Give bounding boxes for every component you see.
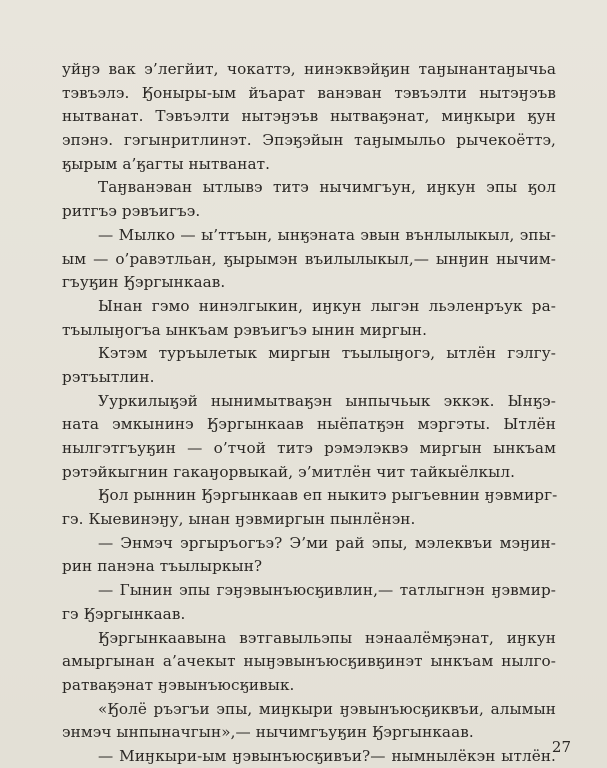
text-line: Ууркилыӄэй нынимытваӄэн ынпычьык эккэк. Ынӄэ- — [98, 391, 556, 410]
text-line: рэтъытлин. — [62, 367, 155, 386]
text-line: энмэч ынпыначгын»,— нычимгъуӄин Ӄэргынкаав. — [62, 723, 474, 742]
text-line: нытванат. Тэвъэлти нытэӈэъв нытваӄэнат, миӈкыри ӄун — [62, 107, 556, 126]
body-text — [62, 58, 556, 768]
text-line: нылгэтгъуӄин — о’тчой титэ рэмэлэквэ миргын ынкъам — [62, 439, 556, 457]
text-line: ӄырым а’ӄагты нытванат. — [62, 154, 271, 173]
text-line: Ынан гэмо нинэлгыкин, иӈкун лыгэн льэленръук ра- — [98, 296, 556, 315]
text-line: — Гынин эпы гэӈэвынъюсӄивлин,— татлыгнэн ӈэвмир- — [98, 581, 556, 600]
text-line: уйӈэ вак э’легйит, чокаттэ, нинэквэйӄин таӈынантаӈычьа — [62, 60, 556, 78]
text-line: амыргынан а’ачекыт ныӈэвынъюсӄивӄинэт ынкъам нылго- — [62, 652, 556, 671]
text-line: Ӄэргынкаавына вэтгавыльэпы нэнаалёмӄэнат, иӈкун — [98, 628, 556, 647]
text-line: гэ Ӄэргынкаав. — [62, 604, 186, 623]
text-line: гъуӄин Ӄэргынкаав. — [62, 273, 226, 292]
text-line: ната эмкынинэ Ӄэргынкаав ныёпатӄэн мэргэты. Ытлён — [62, 415, 556, 434]
text-line: Ӄол рыннин Ӄэргынкаав еп ныкитэ рыгъевнин ӈэвмирг- — [98, 486, 558, 505]
text-line: — Мылко — ы’ттъын, ынӄэната эвын вънлылыкыл, эпы- — [98, 225, 556, 244]
text-line: Кэтэм туръылетык миргын тъылыӈогэ, ытлён гэлгу- — [98, 344, 556, 363]
text-line: ым — о’равэтльан, ӄырымэн въилылыкыл,— ынӈин нычим- — [62, 249, 556, 268]
text-line: рэтэйкыгнин гакаӈорвыкай, э’митлён чит тайкыёлкыл. — [62, 462, 516, 481]
text-line: эпэнэ. гэгынритлинэт. Эпэӄэйын таӈымыльо рычекоёттэ, — [62, 131, 556, 150]
text-line: — Энмэч эргыръогъэ? Э’ми рай эпы, мэлеквъи мэӈин- — [98, 533, 556, 552]
page-number: 27 — [551, 738, 571, 756]
text-line: ритгъэ рэвъигъэ. — [62, 202, 201, 221]
text-line: «Ӄолё ръэгъи эпы, миӈкыри ӈэвынъюсӄиквъи, алымын — [98, 699, 556, 718]
text-line: тэвъэлэ. Ӄоныры-ым йъарат ванэван тэвъэлти нытэӈэъв — [62, 83, 556, 102]
text-line: тъылыӈогъа ынкъам рэвъигъэ ынин миргын. — [62, 320, 428, 339]
text-line: — Миӈкыри-ым ӈэвынъюсӄивъи?— нымнылёкэн ытлён. — [98, 746, 556, 765]
text-line: Таӈванэван ытлывэ титэ нычимгъун, иӈкун эпы ӄол — [98, 178, 556, 197]
text-line: гэ. Кыевинэӈу, ынан ӈэвмиргын пынлёнэн. — [62, 510, 416, 529]
text-line: ратваӄэнат ӈэвынъюсӄивык. — [62, 675, 295, 694]
text-line: рин панэна тъылыркын? — [62, 557, 263, 576]
